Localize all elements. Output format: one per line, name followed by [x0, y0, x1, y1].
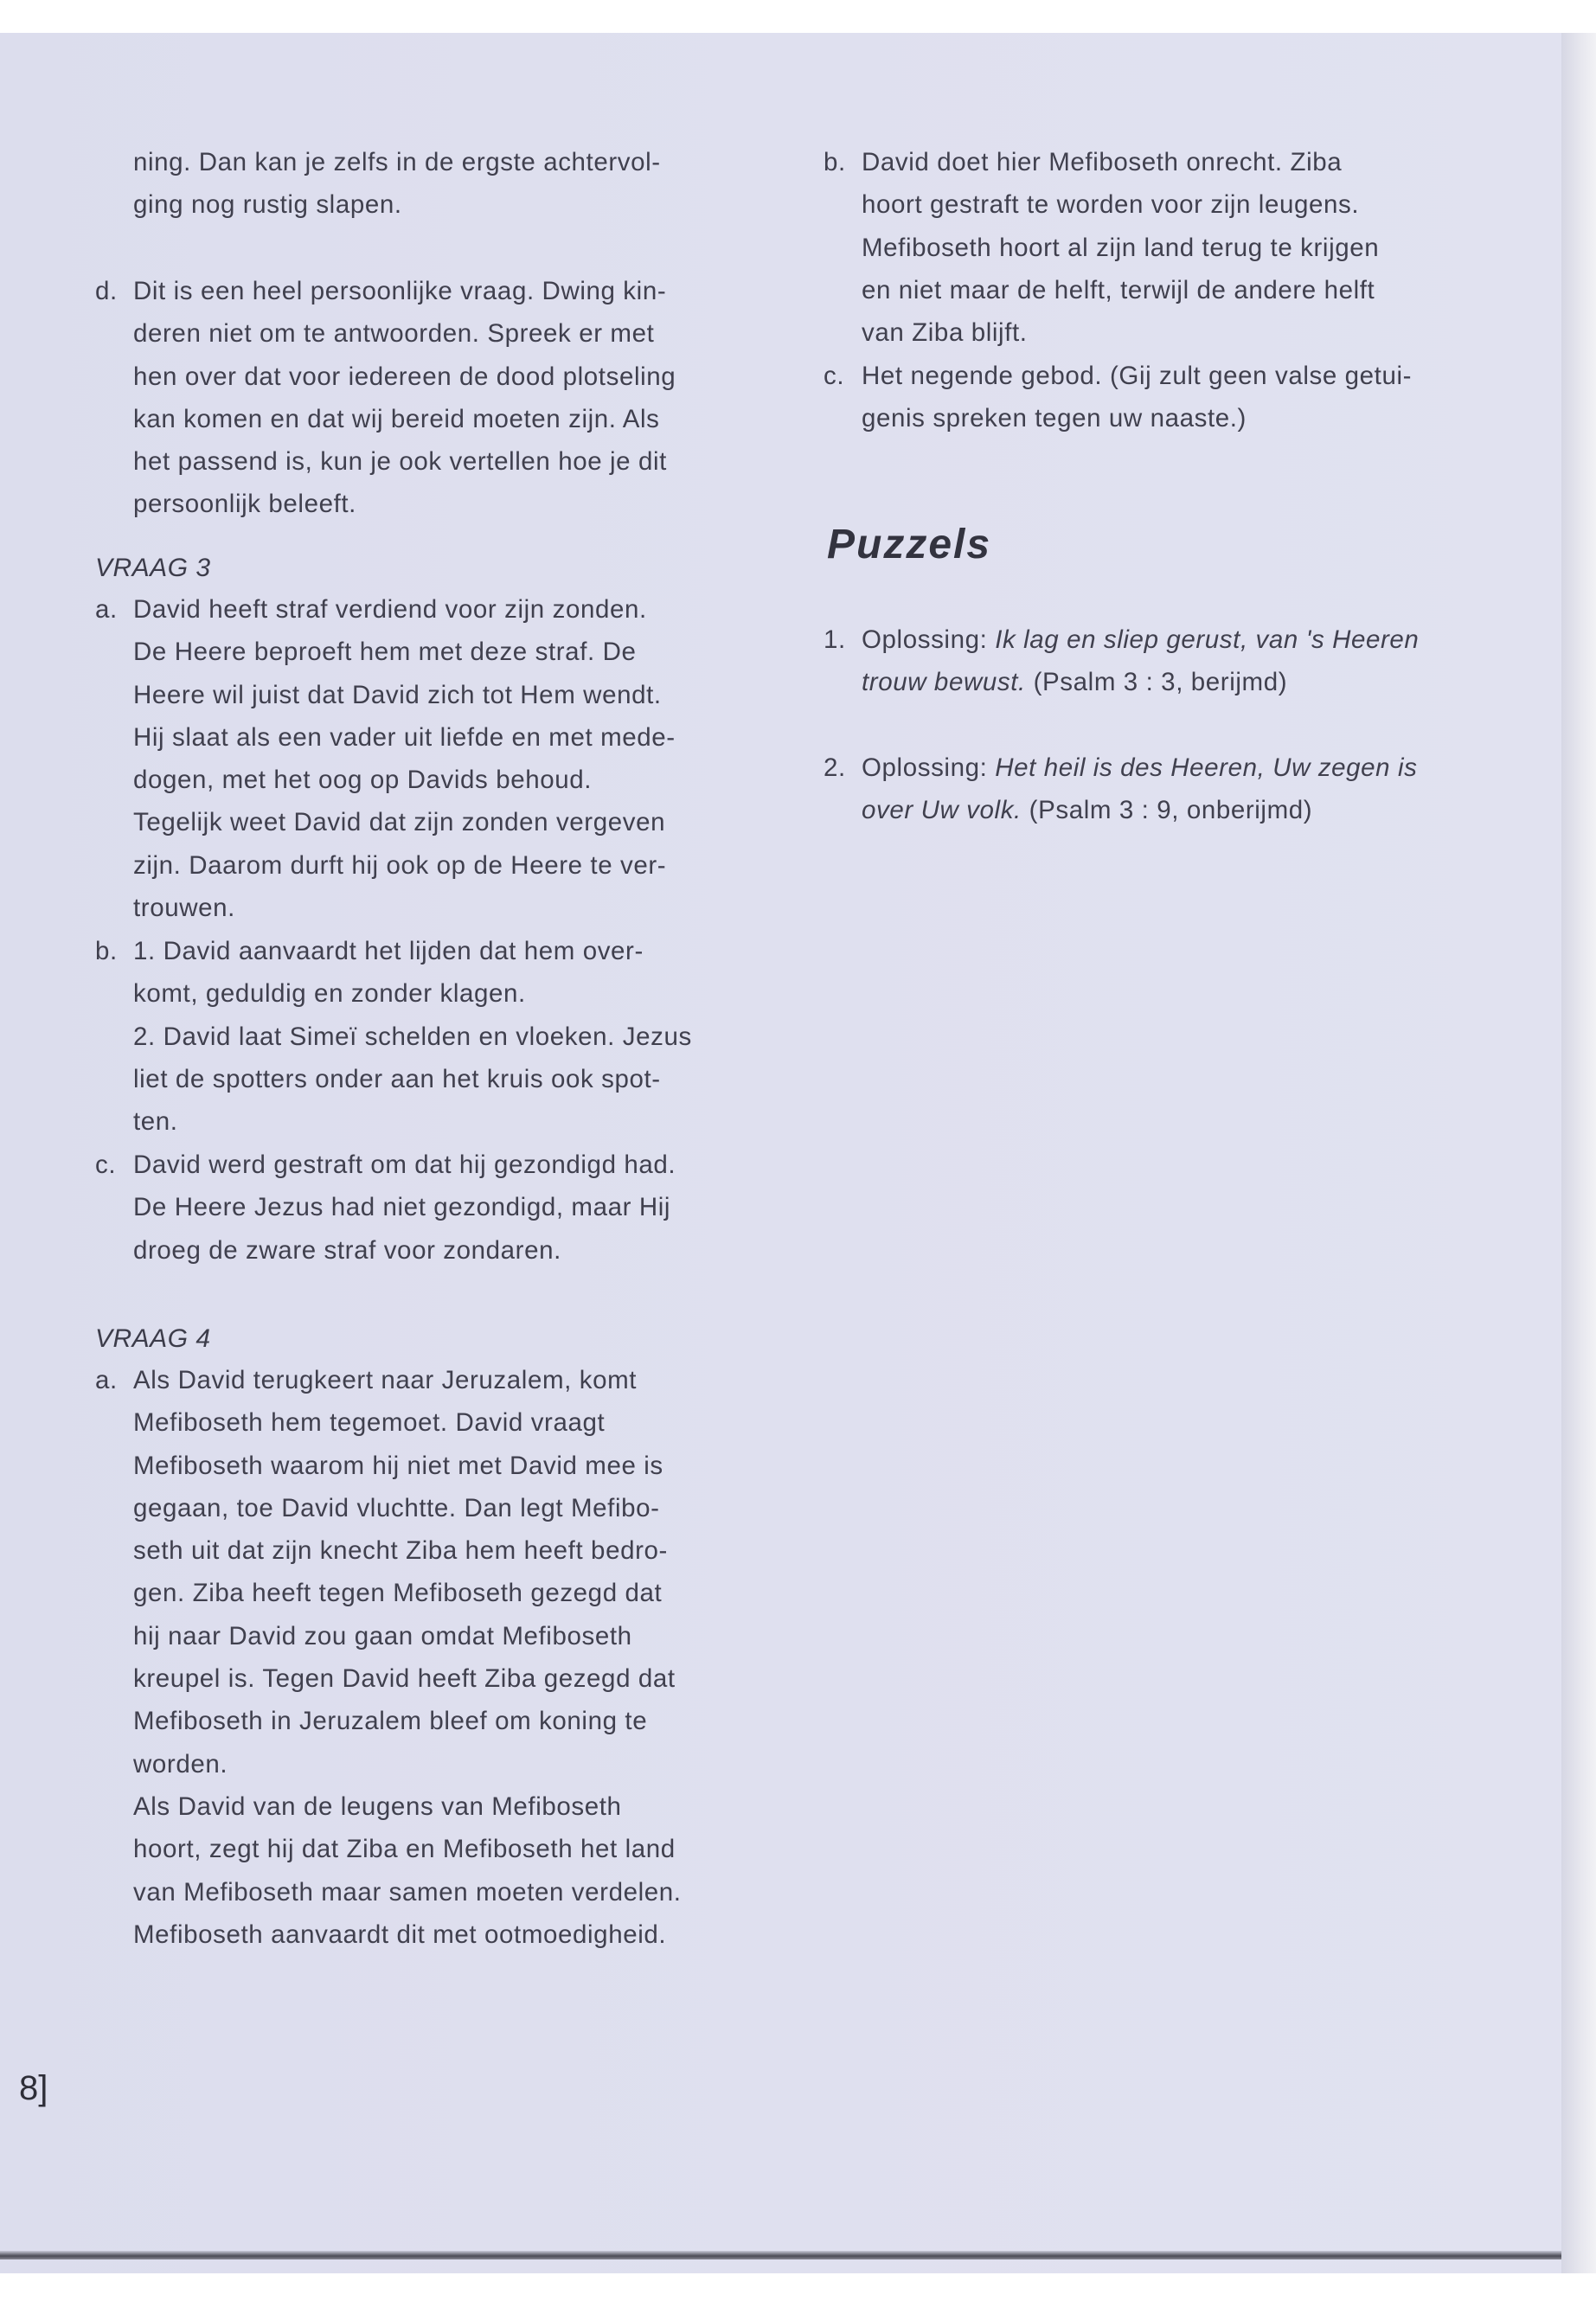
text-line	[862, 789, 1481, 831]
text-line: ten.	[133, 1107, 178, 1137]
list-item	[95, 270, 753, 526]
text-line: dogen, met het oog op Davids behoud.	[133, 766, 593, 795]
text-line: en niet maar de helft, terwijl de andere helft	[862, 275, 1375, 304]
text-line: seth uit dat zijn knecht Ziba hem heeft bedro-	[133, 1536, 668, 1566]
section-heading-puzzels: Puzzels	[827, 522, 992, 567]
solution-reference: (Psalm 3 : 9, onberijmd)	[1021, 796, 1313, 825]
text-line: De Heere Jezus had niet gezondigd, maar Hij	[133, 1193, 671, 1222]
puzzle-solution-2	[824, 747, 1481, 832]
text-line: droeg de zware straf voor zondaren.	[133, 1235, 561, 1265]
text-line: David werd gestraft om dat hij gezondigd had.	[133, 1150, 676, 1179]
text-line: trouwen.	[133, 894, 235, 923]
text-line: het passend is, kun je ook vertellen hoe je dit	[133, 447, 667, 477]
vraag3-answer-c	[95, 1144, 753, 1272]
list-marker: a.	[95, 595, 118, 624]
answer-b-right	[824, 141, 1481, 354]
text-line	[862, 661, 1481, 703]
text-line	[862, 619, 1481, 661]
text-line: kreupel is. Tegen David heeft Ziba gezegd dat	[133, 1664, 676, 1694]
list-item	[95, 141, 753, 227]
list-item	[95, 1359, 753, 1956]
text-line: Mefiboseth hoort al zijn land terug te krijgen	[862, 233, 1380, 262]
text-line: David heeft straf verdiend voor zijn zonden.	[133, 595, 647, 624]
text-line: Als David terugkeert naar Jeruzalem, komt	[133, 1366, 638, 1394]
solution-text: trouw bewust.	[862, 668, 1026, 697]
text-line: hij naar David zou gaan omdat Mefiboseth	[133, 1621, 632, 1650]
list-marker: a.	[95, 1366, 118, 1394]
page-bottom-edge	[0, 2251, 1561, 2259]
text-line	[862, 747, 1481, 789]
page-edge-shadow	[1561, 33, 1596, 2273]
puzzle-solution-1	[824, 619, 1481, 704]
vraag3-answer-a	[95, 588, 753, 929]
list-item	[95, 588, 753, 929]
document-page	[0, 33, 1561, 2273]
list-item	[95, 930, 753, 1143]
text-line: worden.	[133, 1749, 228, 1779]
text-line: David doet hier Mefiboseth onrecht. Ziba	[862, 148, 1343, 176]
text-line: zijn. Daarom durft hij ook op de Heere te ver-	[133, 850, 667, 880]
text-line: 2. David laat Simeï schelden en vloeken. Jezus	[133, 1022, 692, 1051]
text-line: ging nog rustig slapen.	[133, 190, 402, 220]
text-line: Heere wil juist dat David zich tot Hem wendt.	[133, 680, 662, 709]
list-marker: b.	[95, 937, 118, 965]
text-line: genis spreken tegen uw naaste.)	[862, 404, 1247, 433]
solution-reference: (Psalm 3 : 3, berijmd)	[1025, 668, 1288, 697]
vraag3-answer-b	[95, 930, 753, 1143]
list-marker: 1.	[824, 625, 846, 654]
text-line: Mefiboseth in Jeruzalem bleef om koning te	[133, 1707, 648, 1736]
page-number: 8]	[19, 2069, 48, 2107]
list-marker: 2.	[824, 753, 846, 782]
list-item	[824, 619, 1481, 704]
text-line: Dit is een heel persoonlijke vraag. Dwing kin-	[133, 277, 667, 305]
list-item	[824, 141, 1481, 354]
text-line: persoonlijk beleeft.	[133, 490, 356, 519]
solution-text: over Uw volk.	[862, 796, 1022, 825]
list-marker: d.	[95, 277, 118, 305]
list-item	[824, 747, 1481, 832]
text-line: hoort, zegt hij dat Ziba en Mefiboseth het land	[133, 1835, 676, 1864]
list-item	[95, 1144, 753, 1272]
intro-continuation	[95, 141, 753, 227]
list-marker: c.	[95, 1150, 117, 1179]
solution-label: Oplossing:	[862, 753, 996, 782]
text-line: gegaan, toe David vluchtte. Dan legt Mefibo-	[133, 1493, 660, 1522]
text-line: 1. David aanvaardt het lijden dat hem over-	[133, 937, 644, 965]
list-marker: b.	[824, 148, 846, 176]
list-item	[824, 355, 1481, 440]
text-line: Als David van de leugens van Mefiboseth	[133, 1791, 622, 1821]
answer-c-right	[824, 355, 1481, 440]
text-line: liet de spotters onder aan het kruis ook spot-	[133, 1064, 661, 1093]
text-line: Tegelijk weet David dat zijn zonden vergeven	[133, 808, 666, 837]
text-line: Het negende gebod. (Gij zult geen valse getui-	[862, 362, 1413, 390]
section-heading-vraag-3: VRAAG 3	[95, 554, 211, 582]
text-line: hen over dat voor iedereen de dood plotseling	[133, 362, 676, 391]
section-heading-vraag-4: VRAAG 4	[95, 1324, 211, 1353]
text-line: kan komen en dat wij bereid moeten zijn. Als	[133, 404, 660, 433]
text-line: gen. Ziba heeft tegen Mefiboseth gezegd dat	[133, 1579, 663, 1608]
text-line: Hij slaat als een vader uit liefde en met mede-	[133, 722, 676, 752]
text-line: deren niet om te antwoorden. Spreek er met	[133, 319, 655, 349]
answer-d-block	[95, 270, 753, 526]
text-line: komt, geduldig en zonder klagen.	[133, 979, 526, 1009]
text-line: De Heere beproeft hem met deze straf. De	[133, 638, 637, 667]
vraag4-answer-a	[95, 1359, 753, 1956]
text-line: hoort gestraft te worden voor zijn leugens.	[862, 190, 1360, 220]
text-line: van Mefiboseth maar samen moeten verdelen.	[133, 1877, 682, 1907]
text-line: van Ziba blijft.	[862, 318, 1028, 348]
text-line: Mefiboseth waarom hij niet met David mee is	[133, 1451, 663, 1480]
solution-label: Oplossing:	[862, 625, 996, 654]
solution-text: Het heil is des Heeren, Uw zegen is	[995, 753, 1418, 782]
text-line: ning. Dan kan je zelfs in de ergste achtervol-	[133, 148, 661, 176]
text-line: Mefiboseth aanvaardt dit met ootmoedigheid.	[133, 1920, 667, 1949]
list-marker: c.	[824, 362, 845, 390]
text-line: Mefiboseth hem tegemoet. David vraagt	[133, 1408, 606, 1438]
solution-text: Ik lag en sliep gerust, van 's Heeren	[995, 625, 1420, 654]
